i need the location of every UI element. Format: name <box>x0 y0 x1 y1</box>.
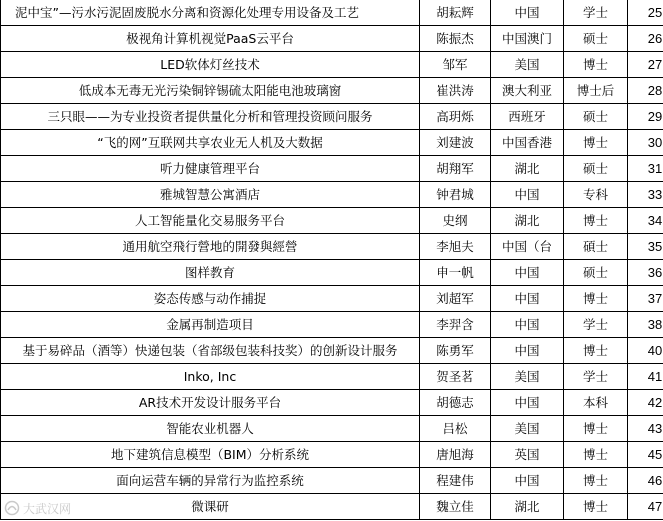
number-cell: 29 <box>628 104 663 130</box>
project-name-cell: 面向运营车辆的异常行为监控系统 <box>1 468 420 494</box>
table-row <box>1 78 663 104</box>
founder-cell: 胡德志 <box>420 390 491 416</box>
degree-cell: 硕士 <box>564 260 628 286</box>
table-row <box>1 156 663 182</box>
region-cell: 中国 <box>491 338 564 364</box>
region-cell: 中国 <box>491 0 564 26</box>
founder-cell: 高玥烁 <box>420 104 491 130</box>
project-name-cell: 极视角计算机视觉PaaS云平台 <box>1 26 420 52</box>
project-name-cell: 地下建筑信息模型（BIM）分析系统 <box>1 442 420 468</box>
region-cell: 中国澳门 <box>491 26 564 52</box>
founder-cell: 李羿含 <box>420 312 491 338</box>
number-cell: 35 <box>628 234 663 260</box>
degree-cell: 博士 <box>564 338 628 364</box>
degree-cell: 硕士 <box>564 26 628 52</box>
region-cell: 中国（台 <box>491 234 564 260</box>
degree-cell: 博士 <box>564 416 628 442</box>
table-row <box>1 52 663 78</box>
table-row <box>1 26 663 52</box>
founder-cell: 胡耘辉 <box>420 0 491 26</box>
number-cell: 42 <box>628 390 663 416</box>
founder-cell: 贺圣茗 <box>420 364 491 390</box>
founder-cell: 李旭夫 <box>420 234 491 260</box>
region-cell: 美国 <box>491 416 564 442</box>
degree-cell: 硕士 <box>564 104 628 130</box>
project-name-cell: 通用航空飛行營地的開發與經營 <box>1 234 420 260</box>
project-name-cell: 微课研 <box>1 494 420 520</box>
project-name-cell: LED软体灯丝技术 <box>1 52 420 78</box>
logo-icon <box>4 500 20 516</box>
founder-cell: 申一帆 <box>420 260 491 286</box>
region-cell: 中国香港 <box>491 130 564 156</box>
founder-cell: 魏立佳 <box>420 494 491 520</box>
watermark <box>4 497 71 519</box>
table-row <box>1 0 663 26</box>
number-cell: 36 <box>628 260 663 286</box>
project-name-cell: 泥中宝”—污水污泥固废脱水分离和资源化处理专用设备及工艺 <box>1 0 420 26</box>
table-row <box>1 208 663 234</box>
table-row <box>1 312 663 338</box>
founder-cell: 陈振杰 <box>420 26 491 52</box>
region-cell: 美国 <box>491 364 564 390</box>
founder-cell: 刘超军 <box>420 286 491 312</box>
region-cell: 中国 <box>491 312 564 338</box>
number-cell: 34 <box>628 208 663 234</box>
number-cell: 33 <box>628 182 663 208</box>
founder-cell: 史纲 <box>420 208 491 234</box>
degree-cell: 博士 <box>564 208 628 234</box>
project-name-cell: 基于易碎品（酒等）快递包装（省部级包装科技奖）的创新设计服务 <box>1 338 420 364</box>
degree-cell: 学士 <box>564 312 628 338</box>
degree-cell: 博士 <box>564 468 628 494</box>
region-cell: 澳大利亚 <box>491 78 564 104</box>
founder-cell: 陈勇军 <box>420 338 491 364</box>
region-cell: 湖北 <box>491 494 564 520</box>
table-row <box>1 182 663 208</box>
table-row <box>1 260 663 286</box>
degree-cell: 硕士 <box>564 156 628 182</box>
region-cell: 中国 <box>491 182 564 208</box>
region-cell: 中国 <box>491 260 564 286</box>
number-cell: 28 <box>628 78 663 104</box>
region-cell: 湖北 <box>491 208 564 234</box>
table-row <box>1 416 663 442</box>
table-row <box>1 442 663 468</box>
region-cell: 中国 <box>491 390 564 416</box>
number-cell: 26 <box>628 26 663 52</box>
founder-cell: 程建伟 <box>420 468 491 494</box>
table-row <box>1 390 663 416</box>
number-cell: 46 <box>628 468 663 494</box>
region-cell: 美国 <box>491 52 564 78</box>
number-cell: 31 <box>628 156 663 182</box>
project-name-cell: 雅城智慧公寓酒店 <box>1 182 420 208</box>
project-name-cell: AR技术开发设计服务平台 <box>1 390 420 416</box>
degree-cell: 博士 <box>564 52 628 78</box>
degree-cell: 博士 <box>564 494 628 520</box>
degree-cell: 本科 <box>564 390 628 416</box>
number-cell: 47 <box>628 494 663 520</box>
number-cell: 27 <box>628 52 663 78</box>
project-name-cell: Inko, Inc <box>1 364 420 390</box>
number-cell: 43 <box>628 416 663 442</box>
number-cell: 40 <box>628 338 663 364</box>
project-name-cell: 三只眼——为专业投资者提供量化分析和管理投资顾问服务 <box>1 104 420 130</box>
project-name-cell: 姿态传感与动作捕捉 <box>1 286 420 312</box>
region-cell: 西班牙 <box>491 104 564 130</box>
degree-cell: 学士 <box>564 0 628 26</box>
founder-cell: 刘建波 <box>420 130 491 156</box>
table-row <box>1 468 663 494</box>
degree-cell: 学士 <box>564 364 628 390</box>
degree-cell: 碩士 <box>564 234 628 260</box>
region-cell: 英国 <box>491 442 564 468</box>
founder-cell: 唐旭海 <box>420 442 491 468</box>
degree-cell: 博士后 <box>564 78 628 104</box>
number-cell: 45 <box>628 442 663 468</box>
founder-cell: 胡翔军 <box>420 156 491 182</box>
founder-cell: 吕松 <box>420 416 491 442</box>
project-name-cell: “飞的网”互联网共享农业无人机及大数据 <box>1 130 420 156</box>
project-name-cell: 金属再制造项目 <box>1 312 420 338</box>
founder-cell: 崔洪涛 <box>420 78 491 104</box>
number-cell: 38 <box>628 312 663 338</box>
degree-cell: 博士 <box>564 286 628 312</box>
project-name-cell: 人工智能量化交易服务平台 <box>1 208 420 234</box>
table-row <box>1 494 663 520</box>
table-row <box>1 338 663 364</box>
number-cell: 30 <box>628 130 663 156</box>
project-name-cell: 低成本无毒无光污染铜锌锡硫太阳能电池玻璃窗 <box>1 78 420 104</box>
founder-cell: 邹军 <box>420 52 491 78</box>
table-row <box>1 104 663 130</box>
region-cell: 中国 <box>491 468 564 494</box>
table-row <box>1 130 663 156</box>
project-table-body <box>1 0 663 520</box>
number-cell: 41 <box>628 364 663 390</box>
table-row <box>1 234 663 260</box>
region-cell: 湖北 <box>491 156 564 182</box>
degree-cell: 专科 <box>564 182 628 208</box>
region-cell: 中国 <box>491 286 564 312</box>
number-cell: 37 <box>628 286 663 312</box>
project-name-cell: 图样教育 <box>1 260 420 286</box>
project-name-cell: 智能农业机器人 <box>1 416 420 442</box>
degree-cell: 博士 <box>564 130 628 156</box>
number-cell: 25 <box>628 0 663 26</box>
table-row <box>1 286 663 312</box>
degree-cell: 博士 <box>564 442 628 468</box>
founder-cell: 钟君城 <box>420 182 491 208</box>
watermark-text: 大武汉网 <box>23 501 72 516</box>
project-name-cell: 听力健康管理平台 <box>1 156 420 182</box>
table-row <box>1 364 663 390</box>
